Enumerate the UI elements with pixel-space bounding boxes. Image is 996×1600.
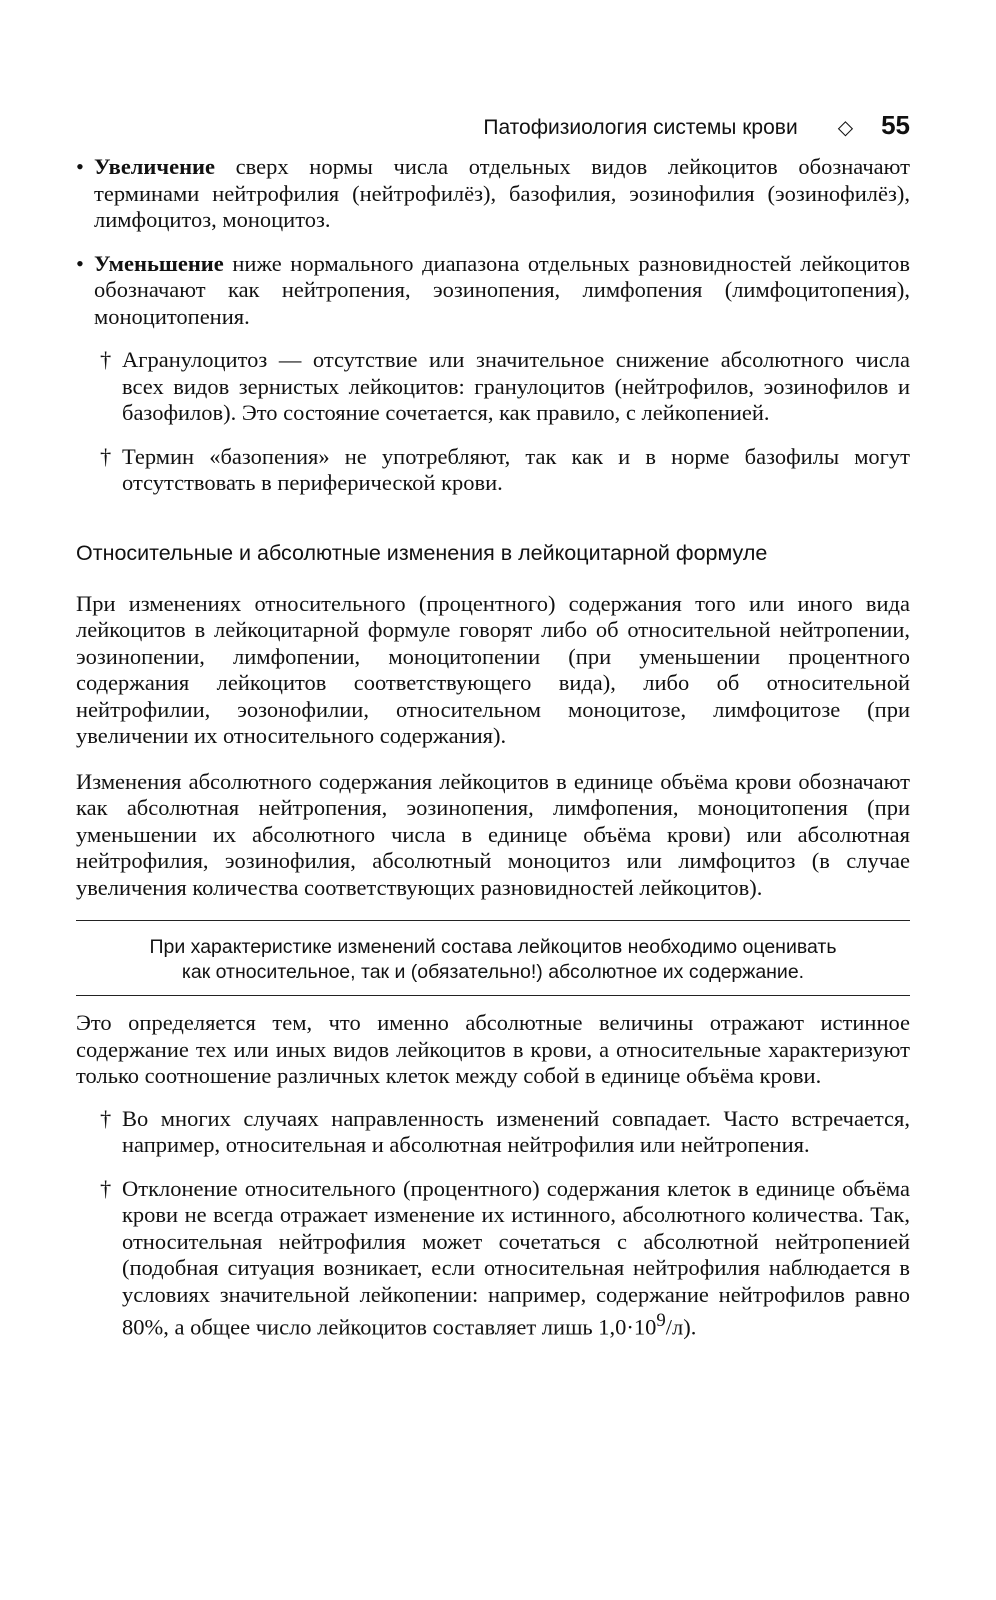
page-number: 55 bbox=[881, 110, 910, 140]
dagger-icon: † bbox=[100, 443, 112, 469]
bullet-icon: • bbox=[76, 250, 84, 276]
note-text: Во многих случаях направленность изменений совпадает. Часто встречается, например, относительная и абсолютная нейтрофилия или нейтропения. bbox=[122, 1105, 910, 1157]
paragraph-explanation: Это определяется тем, что именно абсолютные величины отражают истинное содержание тех или иных видов лейкоцитов в крови, а относительные характеризуют только соотношение различных клеток между собой в единице объёма крови. bbox=[76, 1010, 910, 1088]
running-head bbox=[76, 110, 910, 154]
paragraph-relative-changes: При изменениях относительного (процентного) содержания того или иного вида лейкоцитов в лейкоцитарной формуле говорят либо об относительной нейтропении, эозинопении, лимфопении, моноцитопении (при уменьшении процентного содержания лейкоцитов соответствующего вида), либо об относительной нейтрофилии, эозонофилии, относительном моноцитозе, лимфоцитозе (при увеличении их относительного содержания). bbox=[76, 590, 910, 748]
note-basopenia bbox=[76, 444, 910, 497]
book-page bbox=[76, 110, 910, 1358]
note-text: Отклонение относительного (процентного) содержания клеток в единице объёма крови не всегда отражает изменение их истинного, абсолютного количества. Так, относительная нейтрофилия может сочетаться с абсолютной нейтропенией (подобная ситуация возникает, если относительная нейтрофилия наблюдается в условиях значительной лейкопении: например, содержание нейтрофилов равно 80%, а общее число лейкоцитов составляет лишь 1,0·10 bbox=[122, 1175, 910, 1340]
exponent: 9 bbox=[656, 1310, 666, 1331]
bullet-text: сверх нормы числа отдельных видов лейкоцитов обозначают терминами нейтрофилия (нейтрофилёз), базофилия, эозинофилия (эозинофилёз), лимфоцитоз, моноцитоз. bbox=[94, 154, 910, 232]
bullet-text: ниже нормального диапазона отдельных разновидностей лейкоцитов обозначают как нейтропения, эозинопения, лимфопения (лимфоцитопения), моноцитопения. bbox=[94, 250, 910, 329]
dagger-icon: † bbox=[100, 347, 112, 372]
bullet-icon: • bbox=[76, 154, 84, 179]
dagger-icon: † bbox=[100, 1105, 112, 1131]
dagger-icon: † bbox=[100, 1175, 112, 1201]
note-deviation bbox=[76, 1176, 910, 1342]
note-text-end: /л). bbox=[665, 1314, 697, 1340]
note-text: Агранулоцитоз — отсутствие или значительное снижение абсолютного числа всех видов зернистых лейкоцитов: гранулоцитов (нейтрофилов, эозинофилов и базофилов). Это состояние сочетается, как правило, с лейкопенией. bbox=[122, 347, 910, 425]
paragraph-absolute-changes: Изменения абсолютного содержания лейкоцитов в единице объёма крови обозначают как абсолютная нейтропения, эозинопения, лимфопения, моноцитопения (при уменьшении их абсолютного числа в единице объёма крови) или абсолютная нейтрофилия, эозинофилия, абсолютный моноцитоз или лимфоцитоз (в случае увеличения количества соответствующих разновидностей лейкоцитов). bbox=[76, 768, 910, 900]
note-direction-coincides bbox=[76, 1106, 910, 1159]
callout-box: При характеристике изменений состава лейкоцитов необходимо оценивать как относительное, так и (обязательно!) абсолютное их содержание. bbox=[76, 920, 910, 996]
note-agranulocytosis bbox=[76, 347, 910, 427]
bullet-decrease bbox=[76, 251, 910, 331]
note-text: Термин «базопения» не употребляют, так как и в норме базофилы могут отсутствовать в периферической крови. bbox=[122, 443, 910, 495]
bullet-lead-term: Уменьшение bbox=[94, 250, 224, 276]
diamond-icon: ◇ bbox=[837, 115, 854, 139]
bullet-increase bbox=[76, 154, 910, 234]
running-head-title: Патофизиология системы крови bbox=[483, 116, 798, 139]
section-heading: Относительные и абсолютные изменения в лейкоцитарной формуле bbox=[76, 540, 768, 565]
bullet-lead-term: Увеличение bbox=[94, 154, 215, 179]
